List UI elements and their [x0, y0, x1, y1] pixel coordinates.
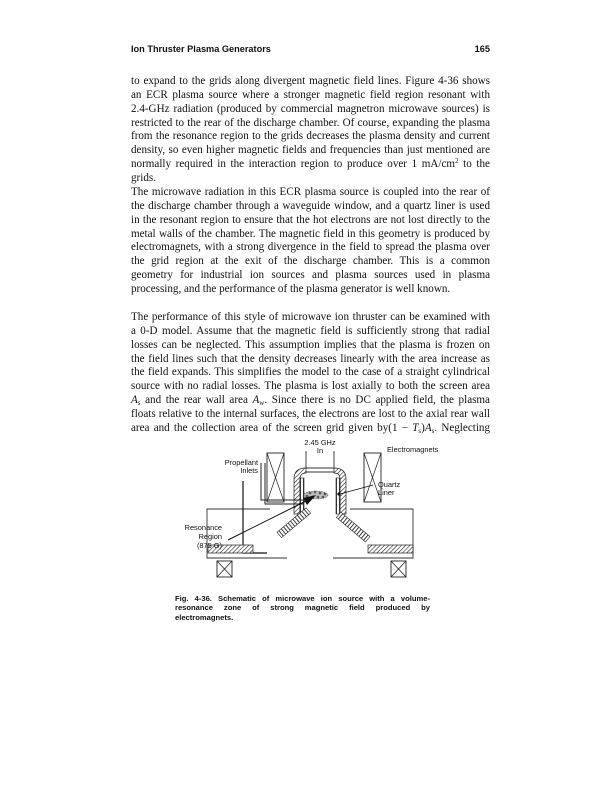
text-fragment: . Neglecting: [434, 421, 490, 434]
grid-plates: [208, 545, 413, 553]
text-fragment: to the: [458, 158, 490, 171]
text-line: to expand to the grids along divergent magnetic field lines. Figure 4-36 shows: [131, 75, 490, 87]
subscript: s: [137, 399, 141, 408]
diverging-section: [277, 508, 370, 542]
lower-magnet-left: [217, 561, 232, 577]
text-line-with-symbols: [131, 394, 490, 408]
text-line: processing, and the performance of the plasma generator is well known.: [131, 282, 451, 295]
label-propellant: Propellant: [224, 458, 258, 467]
text-fragment: area and the collection area of the screen grid given by: [131, 421, 389, 434]
label-field-strength: (875 G): [196, 541, 222, 550]
label-quartz: Quartz: [378, 480, 401, 489]
label-inlets: Inlets: [240, 466, 258, 475]
text-line: restricted to the rear of the discharge chamber. Of course, expanding the plasma: [131, 116, 490, 129]
paragraph-1: [131, 75, 490, 186]
page-number: 165: [474, 44, 490, 54]
text-line: electromagnets, with a strong divergence in the field to spread the plasma over: [131, 241, 490, 254]
text-fragment: normally required in the interaction region to produce over 1 mA/cm: [131, 158, 456, 171]
formula-fragment: ): [421, 421, 425, 434]
text-line-with-formula: [131, 422, 490, 436]
text-line: losses can be neglected. This assumption implies that the plasma is frozen on: [131, 338, 490, 351]
subscript: s: [431, 426, 435, 435]
text-fragment: . Since there is no DC applied field, the plasma: [264, 394, 490, 407]
electromagnet-left: [267, 453, 284, 502]
text-line-with-units: [131, 158, 490, 172]
caption-line: resonance zone of strong magnetic field produced by: [175, 603, 430, 613]
text-line: the field expands. This simplifies the model to the case of a straight cylindrical: [131, 366, 490, 379]
text-line: density, so even higher magnetic fields and frequencies than just mentioned are: [131, 144, 490, 157]
symbol-A: A: [131, 394, 138, 407]
symbol-A: A: [252, 394, 260, 407]
text-line: metal walls of the chamber. The magnetic field in this geometry is produced by: [131, 227, 490, 240]
text-line: source with no radial losses. The plasma is lost axially to both the screen area: [131, 380, 490, 393]
caption-line: electromagnets.: [175, 612, 234, 622]
label-frequency: 2.45 GHz: [304, 438, 336, 447]
paragraph-2: [131, 186, 490, 297]
figure-caption: [175, 594, 430, 622]
superscript: 2: [455, 157, 459, 166]
figure-ecr-ion-source-schematic: [170, 437, 450, 592]
text-line: The performance of this style of microwave ion thruster can be examined with: [131, 311, 490, 323]
text-fragment: and the rear wall area: [140, 394, 253, 407]
text-line: from the resonance region to the grids decreases the plasma density and current: [131, 130, 490, 143]
text-line: the grid region at the exit of the discharge chamber. This is a common: [131, 255, 490, 268]
lower-magnet-right: [391, 561, 406, 577]
running-title: Ion Thruster Plasma Generators: [131, 44, 271, 54]
text-line: floats relative to the internal surfaces, the electrons are lost to the axial rear wall: [131, 407, 490, 420]
subscript: w: [259, 399, 265, 408]
text-line: the field lines such that the density decreases linearly with the area increase as: [131, 352, 490, 365]
text-line: in the resonant region to ensure that the hot electrons are not lost directly to the: [131, 213, 490, 226]
text-line: a 0-D model. Assume that the magnetic field is sufficiently strong that radial: [131, 324, 490, 337]
label-region: Region: [198, 532, 222, 541]
label-resonance: Resonance: [184, 523, 222, 532]
running-header: [131, 44, 490, 58]
schematic-diagram: [170, 437, 450, 592]
caption-line: Fig. 4-36. Schematic of microwave ion source with a volume-: [175, 594, 430, 603]
label-frequency-in: In: [316, 446, 324, 455]
formula-fragment: (1 −: [388, 421, 413, 434]
subscript: s: [418, 426, 422, 435]
symbol-A: A: [424, 421, 432, 434]
text-line: The microwave radiation in this ECR plasma source is coupled into the rear of: [131, 186, 490, 198]
text-line: geometry for industrial ion sources and plasma sources used in plasma: [131, 269, 490, 282]
text-line: the discharge chamber through a waveguide window, and a quartz liner is used: [131, 199, 490, 212]
paragraph-3: [131, 311, 490, 436]
text-line: grids.: [131, 171, 156, 184]
label-liner: Liner: [378, 488, 395, 497]
text-line: 2.4-GHz radiation (produced by commercial magnetron microwave sources) is: [131, 102, 490, 115]
text-line: an ECR plasma source where a stronger magnetic field region resonant with: [131, 88, 490, 101]
symbol-T: T: [412, 421, 419, 434]
label-electromagnets: Electromagnets: [387, 445, 439, 454]
